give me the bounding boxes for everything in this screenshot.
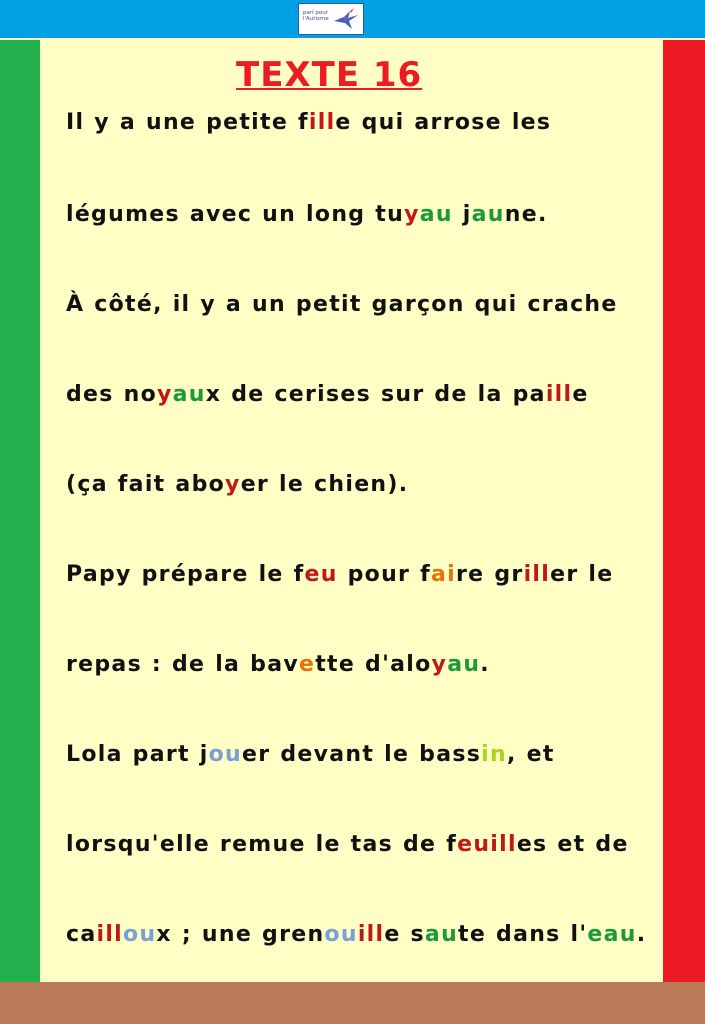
highlighted-sound: eu [304,562,338,587]
highlighted-sound: ou [208,742,243,767]
highlighted-sound: ill [308,110,336,135]
text-segment: x ; une gren [156,922,325,947]
text-segment: des no [66,382,157,407]
text-line [66,740,555,770]
highlighted-sound: ill [357,922,385,947]
text-line [66,560,614,590]
text-segment: e [572,382,589,407]
highlighted-sound: y [404,202,420,227]
text-segment: Il y a une petite f [66,110,309,135]
text-line [66,380,589,410]
text-segment: Lola part j [66,742,209,767]
text-segment: er le chien). [240,472,409,497]
right-red-stripe [663,40,705,982]
highlighted-sound: au [419,202,453,227]
highlighted-sound: y [157,382,173,407]
text-line [66,830,629,860]
highlighted-sound: in [481,742,507,767]
association-logo [298,3,364,35]
text-segment: re gr [456,562,524,587]
highlighted-sound: euill [457,832,517,857]
text-line [66,108,551,138]
highlighted-sound: e [298,652,316,677]
top-banner [0,0,705,38]
text-segment: . [636,922,647,947]
highlighted-sound: eau [587,922,637,947]
text-segment: pour f [337,562,432,587]
highlighted-sound: ou [324,922,358,947]
highlighted-sound: ill [96,922,124,947]
highlighted-sound: au [471,202,505,227]
highlighted-sound: ill [545,382,573,407]
text-line [66,290,618,320]
text-segment: lorsqu'elle remue le tas de f [66,832,458,857]
text-segment: À côté, il y a un petit garçon qui crache [66,292,618,317]
left-green-stripe [0,40,40,982]
highlighted-sound: ai [431,562,457,587]
text-segment: Papy prépare le f [66,562,305,587]
page-title: TEXTE 16 [236,55,423,95]
text-segment: er le [550,562,614,587]
text-segment: légumes avec un long tu [66,202,405,227]
text-segment: e s [384,922,425,947]
text-line [66,650,490,680]
text-segment: ca [66,922,97,947]
bottom-brown-bar [0,982,705,1024]
text-segment: tte d'alo [315,652,432,677]
hummingbird-icon [332,7,360,31]
text-segment: es et de [516,832,629,857]
text-segment: ne. [504,202,548,227]
highlighted-sound: ill [523,562,551,587]
text-segment: er devant le bass [242,742,482,767]
highlighted-sound: ou [123,922,157,947]
highlighted-sound: y [225,472,241,497]
logo-text: parl pour l'Autisme [303,10,329,22]
text-line [66,470,408,500]
text-segment: j [452,202,472,227]
text-line [66,920,646,950]
highlighted-sound: y [431,652,448,677]
highlighted-sound: au [447,652,481,677]
text-segment: repas : de la bav [66,652,299,677]
highlighted-sound: au [424,922,459,947]
text-segment: e qui arrose les [335,110,552,135]
text-line [66,200,548,230]
text-segment: te dans l' [458,922,588,947]
text-segment: (ça fait abo [66,472,226,497]
text-segment: . [480,652,490,677]
text-segment: , et [506,742,555,767]
highlighted-sound: au [172,382,206,407]
text-segment: x de cerises sur de la pa [205,382,546,407]
